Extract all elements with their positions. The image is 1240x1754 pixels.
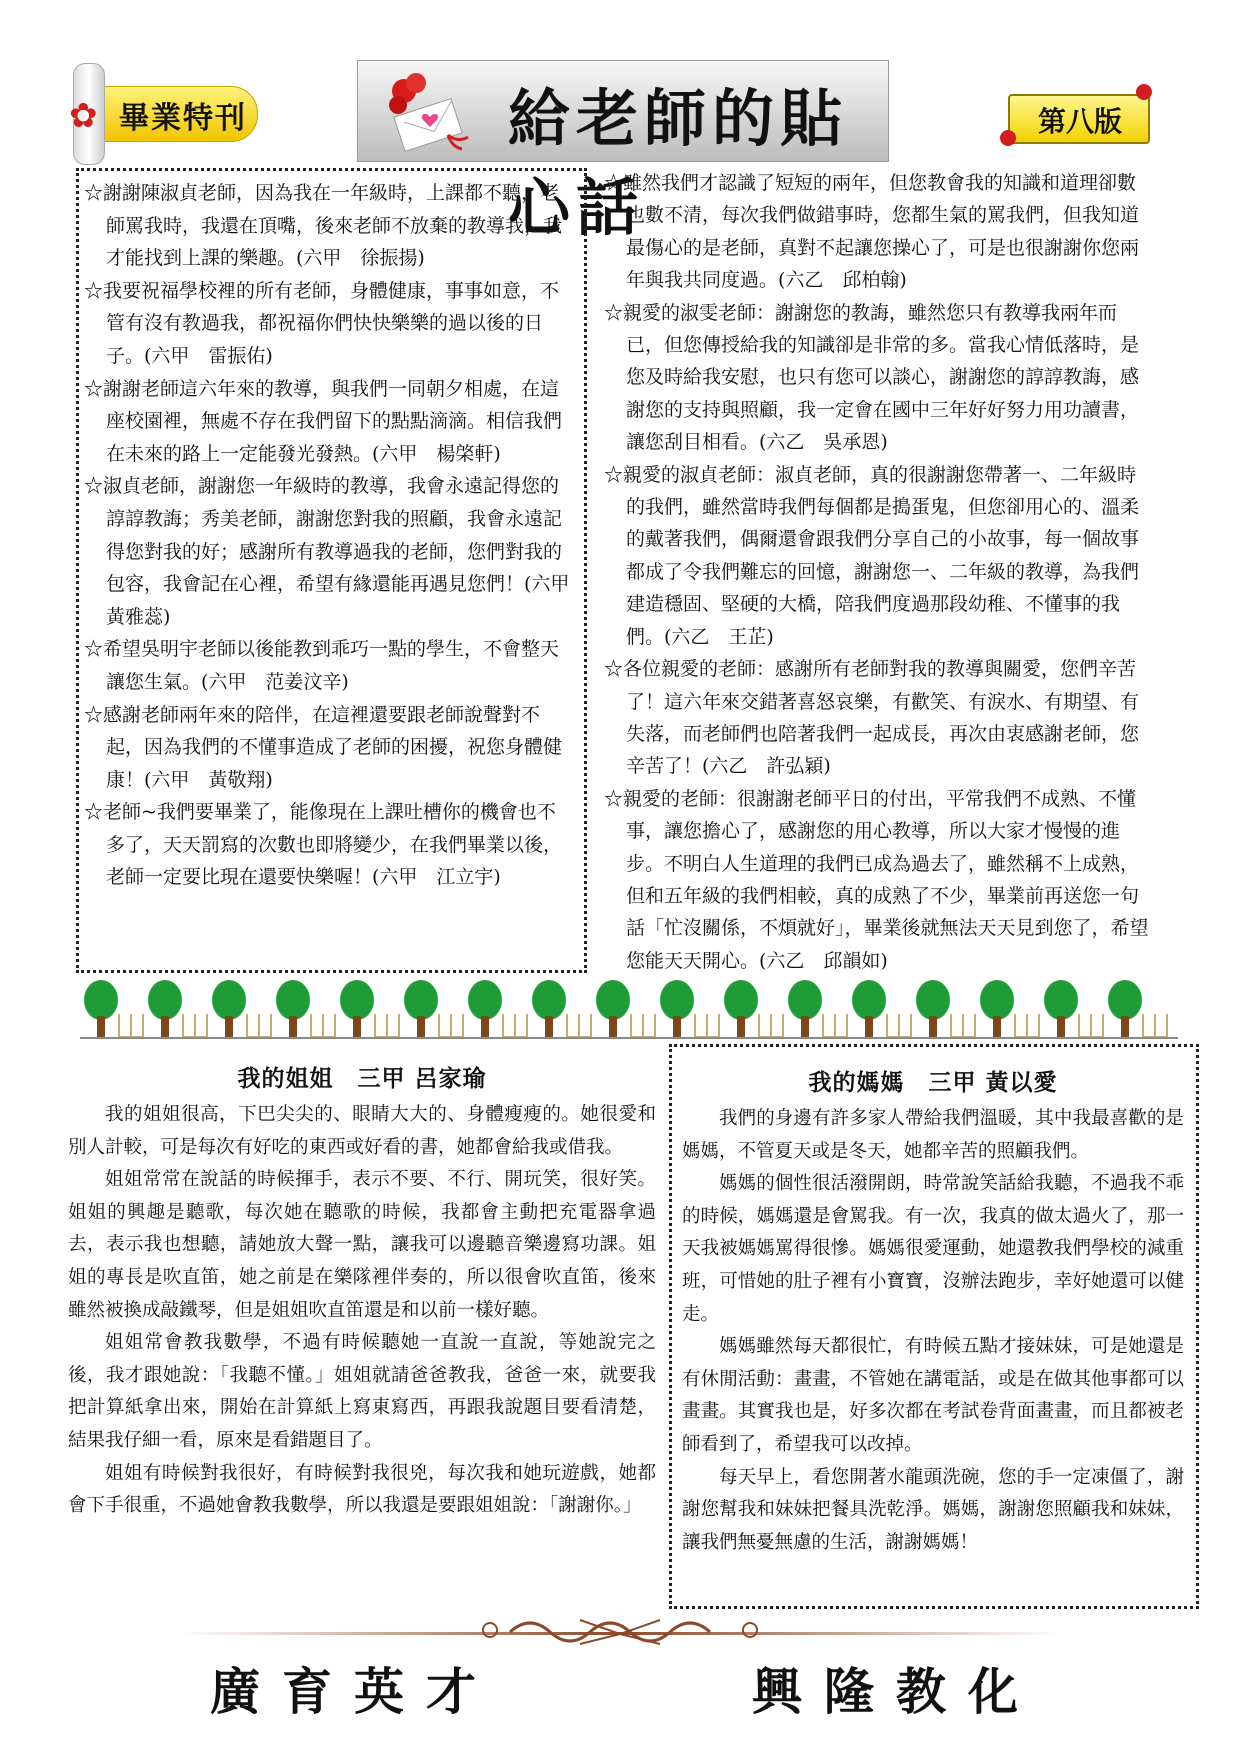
message-item: ☆淑貞老師，謝謝您一年級時的教導，我會永遠記得您的諄諄教誨；秀美老師，謝謝您對我的照顧，我會永遠記得您對我的好；感謝所有教導過我的老師，您們對我的包容，我會記在心裡，希望有緣還能再遇見您們！(六甲 黃雅蕊) — [84, 475, 589, 628]
tree-icon — [1106, 978, 1144, 1040]
right-messages — [604, 167, 1152, 977]
tree-icon — [978, 978, 1016, 1040]
article-paragraph: 媽媽的個性很活潑開朗，時常說笑話給我聽，不過我不乖的時候，媽媽還是會罵我。有一次，我真的做太過火了，那一天我被媽媽罵得很慘。媽媽很愛運動，她還教我們學校的減重班，可惜她的肚子裡有小寶寶，沒辦法跑步，幸好她還可以健走。 — [682, 1173, 1184, 1325]
tree-icon — [530, 978, 568, 1040]
fence-icon — [118, 1014, 144, 1038]
fence-icon — [438, 1014, 464, 1038]
fence-icon — [246, 1014, 272, 1038]
message-item: ☆謝謝陳淑貞老師，因為我在一年級時，上課都不聽，老師罵我時，我還在頂嘴，後來老師不放棄的教導我，我才能找到上課的樂趣。(六甲 徐振揚) — [84, 182, 563, 270]
message-item: ☆老師~我們要畢業了，能像現在上課吐槽你的機會也不多了，天天罰寫的次數也即將變少，在我們畢業以後，老師一定要比現在還要快樂喔！(六甲 江立宇) — [84, 801, 563, 889]
page-number-label: 第八版 — [1038, 105, 1123, 138]
fence-icon — [1014, 1014, 1040, 1038]
decor-dot — [1136, 84, 1152, 100]
ornamental-divider — [180, 1610, 1060, 1650]
ribbon-icon: ✿ — [69, 96, 98, 136]
message-item: ☆感謝老師兩年來的陪伴，在這裡還要跟老師說聲對不起，因為我們的不懂事造成了老師的困擾，祝您身體健康！(六甲 黃敬翔) — [84, 703, 563, 791]
fence-icon — [374, 1014, 400, 1038]
article-paragraph: 每天早上，看您開著水龍頭洗碗，您的手一定凍僵了，謝謝您幫我和妹妹把餐具洗乾淨。媽媽，謝謝您照顧我和妹妹，讓我們無憂無慮的生活，謝謝媽媽！ — [682, 1466, 1184, 1553]
message-item: ☆謝謝老師這六年來的教導，與我們一同朝夕相處，在這座校園裡，無處不存在我們留下的點點滴滴。相信我們在未來的路上一定能發光發熱。(六甲 楊棨軒) — [84, 377, 563, 465]
fence-icon — [950, 1014, 976, 1038]
article-paragraph: 媽媽雖然每天都很忙，有時候五點才接妹妹，可是她還是有休閒活動：畫畫，不管她在講電話，或是在做其他事都可以畫畫。其實我也是，好多次都在考試卷背面畫畫，而且都被老師看到了，希望我可以改掉。 — [682, 1336, 1184, 1455]
article-paragraph: 姐姐常會教我數學，不過有時候聽她一直說一直說，等她說完之後，我才跟她說：「我聽不懂。」姐姐就請爸爸教我，爸爸一來，就要我把計算紙拿出來，開始在計算紙上寫東寫西，再跟我說題目要看清楚，結果我仔細一看，原來是看錯題目了。 — [68, 1332, 656, 1451]
badge-label: 畢業特刊 — [119, 101, 247, 136]
fence-icon — [822, 1014, 848, 1038]
page-number-badge — [1008, 94, 1150, 144]
tree-icon — [850, 978, 888, 1040]
article-paragraph: 我們的身邊有許多家人帶給我們溫暖，其中我最喜歡的是媽媽，不管夏天或是冬天，她都辛苦的照顧我們。 — [682, 1108, 1184, 1162]
message-item: ☆親愛的淑貞老師：淑貞老師，真的很謝謝您帶著一、二年級時的我們，雖然當時我們每個都是搗蛋鬼，但您卻用心的、溫柔的戴著我們，偶爾還會跟我們分享自己的小故事，每一個故事都成了令我們難忘的回憶，謝謝您一、二年級的教導，為我們建造穩固、堅硬的大橋，陪我們度過那段幼稚、不懂事的我們。(六乙 王芷) — [604, 463, 1140, 648]
tree-icon — [338, 978, 376, 1040]
divider-line — [80, 1037, 1178, 1039]
tree-icon — [594, 978, 632, 1040]
message-item: ☆各位親愛的老師：感謝所有老師對我的教導與關愛，您們辛苦了！這六年來交錯著喜怒哀樂，有歡笑、有淚水、有期望、有失落，而老師們也陪著我們一起成長，再次由衷感謝老師，您辛苦了！(六乙 許弘穎) — [604, 658, 1140, 778]
fence-icon — [630, 1014, 656, 1038]
article-paragraph: 姐姐常常在說話的時候揮手，表示不要、不行、開玩笑，很好笑。姐姐的興趣是聽歌，每次她在聽歌的時候，我都會主動把充電器拿過去，表示我也想聽，請她放大聲一點，讓我可以邊聽音樂邊寫功課。姐姐的專長是吹直笛，她之前是在樂隊裡伴奏的，所以很會吹直笛，後來雖然被換成敲鐵琴，但是姐姐吹直笛還是和以前一樣好聽。 — [68, 1169, 656, 1321]
tree-icon — [1042, 978, 1080, 1040]
tree-fence-divider — [80, 978, 1180, 1040]
message-item: ☆我要祝福學校裡的所有老師，身體健康，事事如意，不管有沒有教過我，都祝福你們快快樂樂的過以後的日子。(六甲 雷振佑) — [84, 279, 560, 367]
article-paragraph: 我的姐姐很高，下巴尖尖的、眼睛大大的、身體瘦瘦的。她很愛和別人計較，可是每次有好吃的東西或好看的書，她都會給我或借我。 — [68, 1104, 656, 1158]
decor-dot — [1000, 130, 1016, 146]
message-item: ☆親愛的老師：很謝謝老師平日的付出，平常我們不成熟、不懂事，讓您擔心了，感謝您的用心教導，所以大家才慢慢的進步。不明白人生道理的我們已成為過去了，雖然稱不上成熟，但和五年級的我們相較，真的成熟了不少，畢業前再送您一句話「忙沒關係，不煩就好」，畢業後就無法天天見到您了，希望您能天天開心。(六乙 邱韻如) — [604, 787, 1149, 972]
tree-icon — [274, 978, 312, 1040]
fence-icon — [1078, 1014, 1104, 1038]
motto-right: 興隆教化 — [752, 1662, 1040, 1721]
fence-icon — [758, 1014, 784, 1038]
tree-icon — [466, 978, 504, 1040]
article-paragraph: 姐姐有時候對我很好，有時候對我很兇，每次我和她玩遊戲，她都會下手很重，不過她會教我數學，所以我還是要跟姐姐說：「謝謝你。」 — [68, 1462, 656, 1517]
fence-icon — [310, 1014, 336, 1038]
tree-icon — [914, 978, 952, 1040]
tree-icon — [722, 978, 760, 1040]
graduation-issue-badge — [69, 86, 258, 142]
article-title: 我的姐姐 三甲 呂家瑜 — [237, 1065, 487, 1092]
article-my-sister — [68, 1060, 656, 1523]
tree-icon — [82, 978, 120, 1040]
fence-icon — [502, 1014, 528, 1038]
tree-icon — [786, 978, 824, 1040]
tree-icon — [658, 978, 696, 1040]
article-title: 我的媽媽 三甲 黃以愛 — [808, 1069, 1058, 1096]
fence-icon — [886, 1014, 912, 1038]
tree-icon — [210, 978, 248, 1040]
fence-icon — [694, 1014, 720, 1038]
message-item: ☆親愛的淑雯老師：謝謝您的教誨，雖然您只有教導我兩年而已，但您傳授給我的知識卻是非常的多。當我心情低落時，是您及時給我安慰，也只有您可以談心，謝謝您的諄諄教誨，感謝您的支持與照顧，我一定會在國中三年好好努力用功讀書，讓您刮目相看。(六乙 吳承恩) — [604, 301, 1140, 454]
tree-icon — [146, 978, 184, 1040]
flower-envelope-icon — [376, 69, 476, 153]
article-my-mother — [682, 1064, 1184, 1559]
fence-icon — [1142, 1014, 1168, 1038]
tree-icon — [402, 978, 440, 1040]
message-item: ☆希望吳明宇老師以後能教到乖巧一點的學生，不會整天讓您生氣。(六甲 范姜汶辛) — [84, 638, 560, 693]
motto-left: 廣育英才 — [210, 1662, 498, 1721]
left-messages — [84, 177, 589, 894]
fence-icon — [182, 1014, 208, 1038]
page-title: 給老師的貼心話 — [508, 82, 849, 244]
title-banner — [357, 60, 889, 244]
fence-icon — [566, 1014, 592, 1038]
message-item: ☆雖然我們才認識了短短的兩年，但您教會我的知識和道理卻數也數不清，每次我們做錯事時，您都生氣的罵我們，但我知道最傷心的是老師，真對不起讓您操心了，可是也很謝謝你您兩年與我共同度過。(六乙 邱柏翰) — [604, 172, 1140, 292]
